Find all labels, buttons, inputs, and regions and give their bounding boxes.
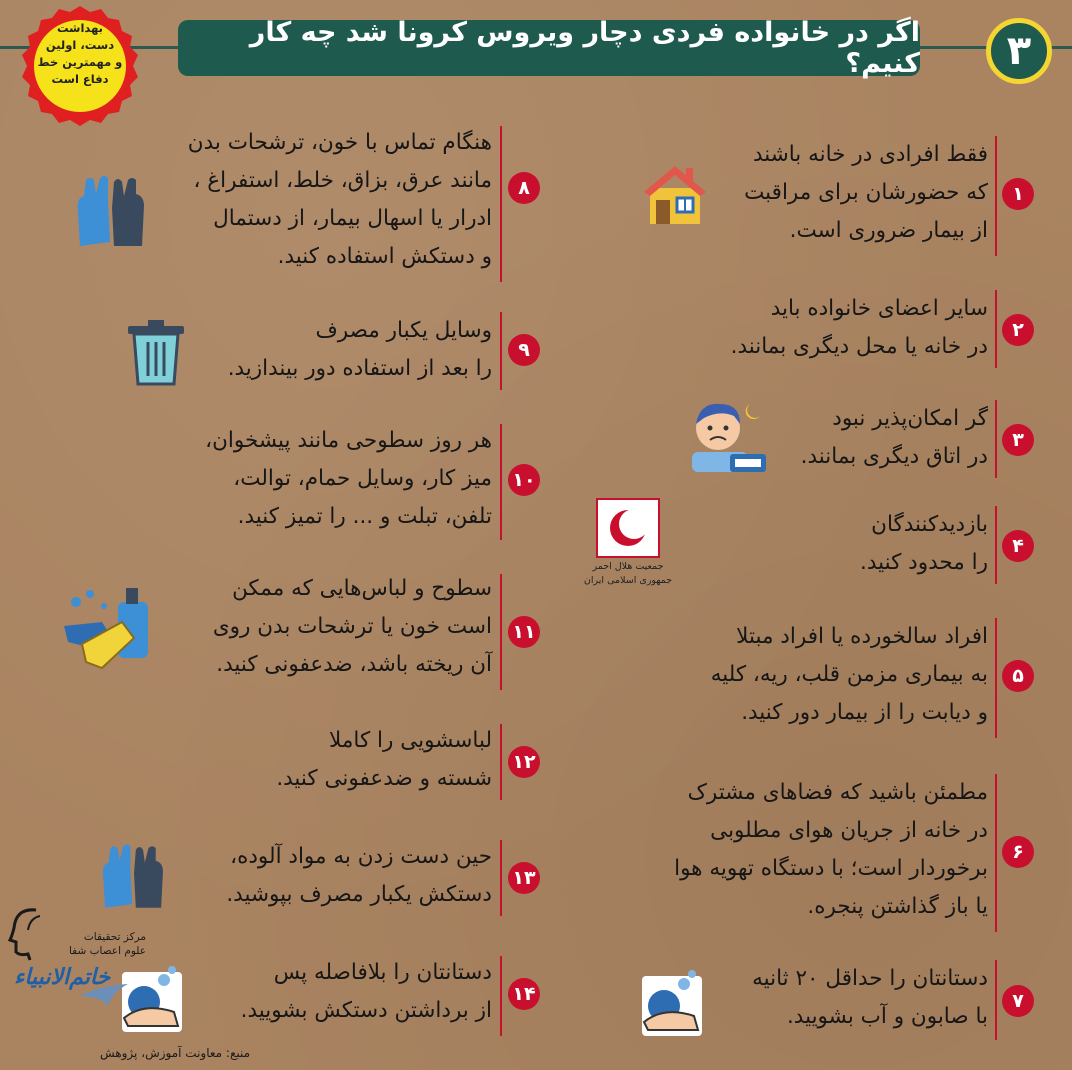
item-line: سایر اعضای خانواده باید — [770, 296, 988, 321]
item-number: ۸ — [518, 177, 530, 199]
page-title — [178, 17, 920, 79]
item-text — [744, 136, 988, 250]
item-line: تلفن، تبلت و ... را تمیز کنید. — [237, 504, 492, 529]
seal-line: دفاع است — [51, 72, 109, 86]
item-text — [226, 838, 492, 914]
item-line: به بیماری مزمن قلب، ریه، کلیه — [710, 662, 988, 687]
item-line: است خون یا ترشحات بدن روی — [212, 614, 492, 639]
brand-logo-text: خاتم‌الانبیاء — [14, 965, 111, 990]
trash-can-icon — [124, 316, 188, 388]
item-divider — [995, 136, 997, 256]
page-title-text: اگر در خانواده فردی دچار ویروس کرونا شد چه کار کنیم؟ — [249, 17, 920, 79]
red-crescent-line: جمعیت هلال احمر — [592, 561, 664, 572]
item-line: افراد سالخورده یا افراد مبتلا — [736, 624, 988, 649]
item-number-badge — [1002, 836, 1034, 868]
item-line: مانند عرق، بزاق، خلط، استفراغ ، — [193, 168, 492, 193]
item-text — [276, 722, 492, 798]
sick-person-icon — [690, 398, 772, 474]
item-text — [860, 506, 988, 582]
item-line: سطوح و لباس‌هایی که ممکن — [232, 576, 492, 601]
sanitizer-icon — [62, 582, 154, 674]
item-number: ۴ — [1012, 535, 1024, 557]
item-line: شسته و ضدعفونی کنید. — [276, 766, 492, 791]
item-number: ۱ — [1012, 183, 1024, 205]
item-line: هر روز سطوحی مانند پیشخوان، — [205, 428, 492, 453]
gloves-icon — [70, 172, 154, 252]
item-divider — [500, 724, 502, 800]
item-line: آن ریخته باشد، ضدعفونی کنید. — [216, 652, 492, 677]
gloves-icon — [96, 840, 172, 914]
item-line: در اتاق دیگری بمانند. — [800, 444, 988, 469]
item-text — [801, 400, 988, 476]
item-line: دستکش یکبار مصرف بپوشید. — [226, 882, 492, 907]
item-text — [241, 954, 492, 1030]
item-text — [228, 312, 492, 388]
item-number-badge — [508, 616, 540, 648]
item-line: فقط افرادی در خانه باشند — [752, 142, 988, 167]
item-divider — [500, 312, 502, 390]
item-number: ۷ — [1012, 990, 1024, 1012]
item-divider — [500, 574, 502, 690]
item-line: با صابون و آب بشویید. — [786, 1004, 988, 1029]
item-divider — [500, 956, 502, 1036]
item-number-badge — [508, 978, 540, 1010]
item-number: ۲ — [1012, 319, 1024, 341]
item-divider — [995, 960, 997, 1040]
item-line: در خانه از جریان هوای مطلوبی — [710, 818, 988, 843]
item-divider — [500, 424, 502, 540]
item-line: مطمئن باشید که فضاهای مشترک — [687, 780, 988, 805]
item-line: لباسشویی را کاملا — [329, 728, 492, 753]
item-number-badge — [508, 746, 540, 778]
item-line: حین دست زدن به مواد آلوده، — [230, 844, 492, 869]
item-text — [711, 618, 988, 732]
red-crescent-caption — [582, 560, 674, 588]
item-number: ۱۲ — [512, 751, 536, 773]
item-number: ۱۱ — [512, 621, 536, 643]
seal-line: دست، اولین — [45, 38, 115, 52]
seal-text — [36, 20, 124, 88]
item-divider — [995, 290, 997, 368]
red-crescent-logo — [596, 498, 660, 558]
org-line: علوم اعصاب شفا — [68, 945, 146, 957]
item-text — [674, 774, 988, 926]
item-number-badge — [508, 862, 540, 894]
item-number-badge — [1002, 660, 1034, 692]
section-number: ۳ — [1006, 28, 1032, 74]
item-divider — [995, 400, 997, 478]
item-line: یا باز گذاشتن پنجره. — [807, 894, 988, 919]
soap-hands-icon — [634, 966, 710, 1038]
item-divider — [995, 618, 997, 738]
item-line: هنگام تماس با خون، ترشحات بدن — [187, 130, 492, 155]
item-number-badge — [1002, 424, 1034, 456]
item-line: را محدود کنید. — [860, 550, 988, 575]
item-line: که حضورشان برای مراقبت — [744, 180, 988, 205]
section-number-badge — [986, 18, 1052, 84]
seal-line: بهداشت — [57, 21, 103, 35]
item-line: از بیمار ضروری است. — [789, 218, 988, 243]
item-line: گر امکان‌پذیر نبود — [832, 406, 988, 431]
item-line: از برداشتن دستکش بشویید. — [240, 998, 492, 1023]
item-line: دستانتان را بلافاصله پس — [273, 960, 492, 985]
item-number: ۶ — [1012, 841, 1024, 863]
item-divider — [500, 840, 502, 916]
source-credit: منبع: معاونت آموزش، پژوهش — [100, 1046, 250, 1060]
item-number-badge — [508, 334, 540, 366]
item-line: در خانه یا محل دیگری بمانند. — [730, 334, 988, 359]
item-line: برخوردار است؛ با دستگاه تهویه هوا — [674, 856, 988, 881]
item-number-badge — [508, 172, 540, 204]
item-text — [213, 570, 492, 684]
item-number: ۱۳ — [512, 867, 536, 889]
item-line: را بعد از استفاده دور بیندازید. — [227, 356, 492, 381]
seal-line: و مهمترین خط — [37, 55, 123, 69]
item-text — [731, 290, 988, 366]
item-number: ۹ — [518, 339, 530, 361]
item-number-badge — [508, 464, 540, 496]
item-number: ۵ — [1012, 665, 1024, 687]
item-line: ادرار یا اسهال بیمار، از دستمال — [213, 206, 492, 231]
item-divider — [995, 774, 997, 932]
item-number-badge — [1002, 178, 1034, 210]
item-line: وسایل یکبار مصرف — [315, 318, 492, 343]
item-number: ۱۴ — [512, 983, 536, 1005]
item-number: ۳ — [1012, 429, 1024, 451]
item-line: و دیابت را از بیمار دور کنید. — [741, 700, 988, 725]
org-line: مرکز تحقیقات — [83, 931, 146, 943]
item-line: میز کار، وسایل حمام، توالت، — [233, 466, 492, 491]
item-text — [188, 124, 492, 276]
item-line: دستانتان را حداقل ۲۰ ثانیه — [752, 966, 988, 991]
item-line: بازدیدکنندگان — [871, 512, 988, 537]
crescent-icon — [598, 500, 658, 556]
item-number-badge — [1002, 530, 1034, 562]
item-number-badge — [1002, 985, 1034, 1017]
red-crescent-line: جمهوری اسلامی ایران — [583, 575, 673, 586]
org-name — [30, 930, 146, 958]
item-text — [205, 422, 492, 536]
item-divider — [500, 126, 502, 282]
item-number: ۱۰ — [512, 469, 536, 491]
item-number-badge — [1002, 314, 1034, 346]
item-line: و دستکش استفاده کنید. — [277, 244, 492, 269]
house-icon — [642, 162, 708, 226]
item-divider — [995, 506, 997, 584]
item-text — [752, 960, 988, 1036]
